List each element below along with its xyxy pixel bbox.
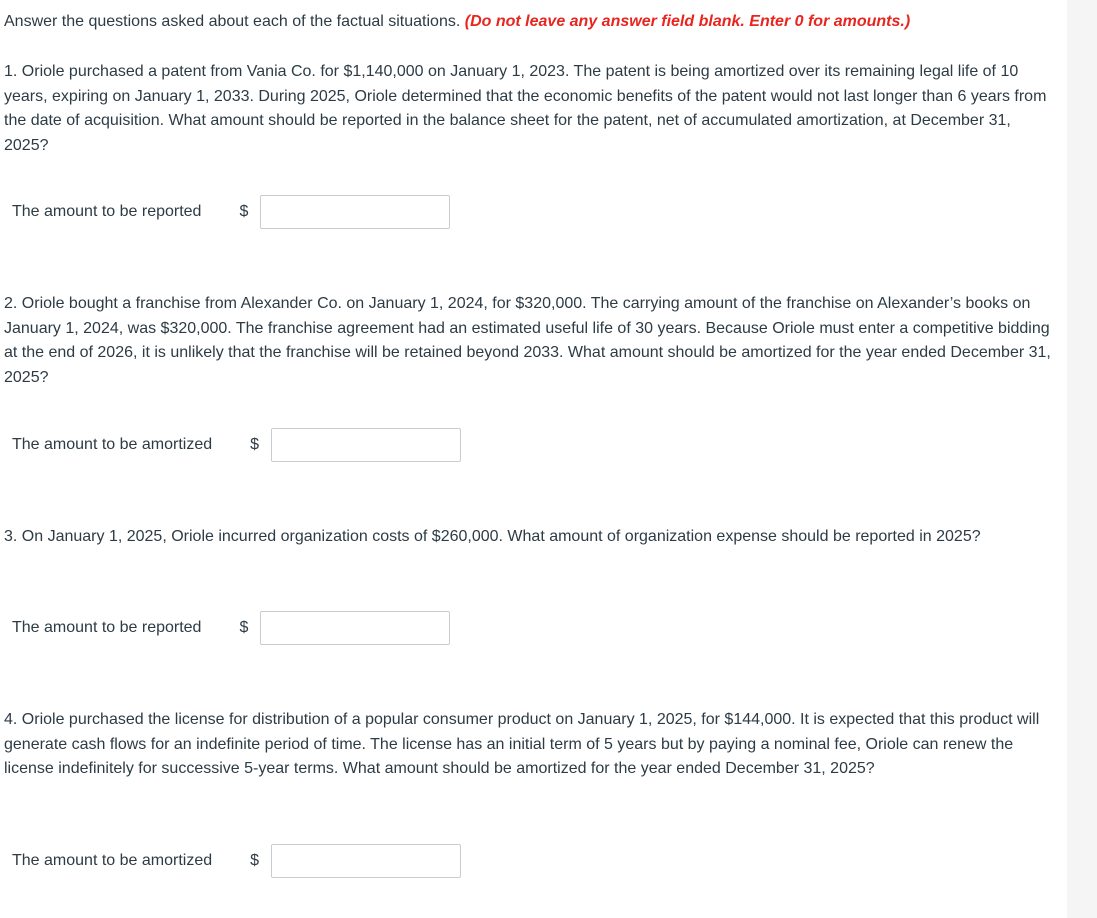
question-2-answer-label: The amount to be amortized xyxy=(12,436,213,453)
question-1-text: 1. Oriole purchased a patent from Vania Co. for $1,140,000 on January 1, 2023. The patent is being amortized over its remaining legal life of 10 years, expiring on January 1, 2033. During 2025, Oriole determined that the economic benefits of the patent would not last longer than 6 years from the date of acquisition. What amount should be reported in the balance sheet for the patent, net of accumulated amortization, at December 31, 2025? xyxy=(4,63,1047,154)
question-3-currency-symbol: $ xyxy=(239,619,249,636)
question-4-answer-row xyxy=(12,842,461,880)
question-1-answer-row xyxy=(12,193,450,231)
question-3-answer-label: The amount to be reported xyxy=(12,619,202,636)
question-1-currency-symbol: $ xyxy=(239,203,249,220)
instructions xyxy=(4,10,910,34)
question-3-text: 3. On January 1, 2025, Oriole incurred organization costs of $260,000. What amount of organization expense should be reported in 2025? xyxy=(4,528,981,545)
question-2-currency-symbol: $ xyxy=(250,436,260,453)
instructions-note: (Do not leave any answer field blank. Enter 0 for amounts.) xyxy=(464,13,911,30)
question-3-answer-row xyxy=(12,609,450,647)
question-1-amount-input[interactable] xyxy=(260,195,450,229)
question-1-answer-label: The amount to be reported xyxy=(12,203,202,220)
page-scroll-gutter xyxy=(1067,0,1097,918)
question-2-amount-input[interactable] xyxy=(271,428,461,462)
question-3-amount-input[interactable] xyxy=(260,611,450,645)
question-4-amount-input[interactable] xyxy=(271,844,461,878)
question-4-answer-label: The amount to be amortized xyxy=(12,852,213,869)
question-4-currency-symbol: $ xyxy=(250,852,260,869)
question-4-text: 4. Oriole purchased the license for distribution of a popular consumer product on January 1, 2025, for $144,000. It is expected that this product will generate cash flows for an indefinite period of time. The license has an initial term of 5 years but by paying a nominal fee, Oriole can renew the license indefinitely for successive 5-year terms. What amount should be amortized for the year ended December 31, 2025? xyxy=(4,711,1040,778)
question-2-answer-row xyxy=(12,426,461,464)
instructions-text: Answer the questions asked about each of the factual situations. xyxy=(4,13,461,30)
question-2-text: 2. Oriole bought a franchise from Alexander Co. on January 1, 2024, for $320,000. The carrying amount of the franchise on Alexander’s books on January 1, 2024, was $320,000. The franchise agreement had an estimated useful life of 30 years. Because Oriole must enter a competitive bidding at the end of 2026, it is unlikely that the franchise will be retained beyond 2033. What amount should be amortized for the year ended December 31, 2025? xyxy=(4,295,1051,386)
